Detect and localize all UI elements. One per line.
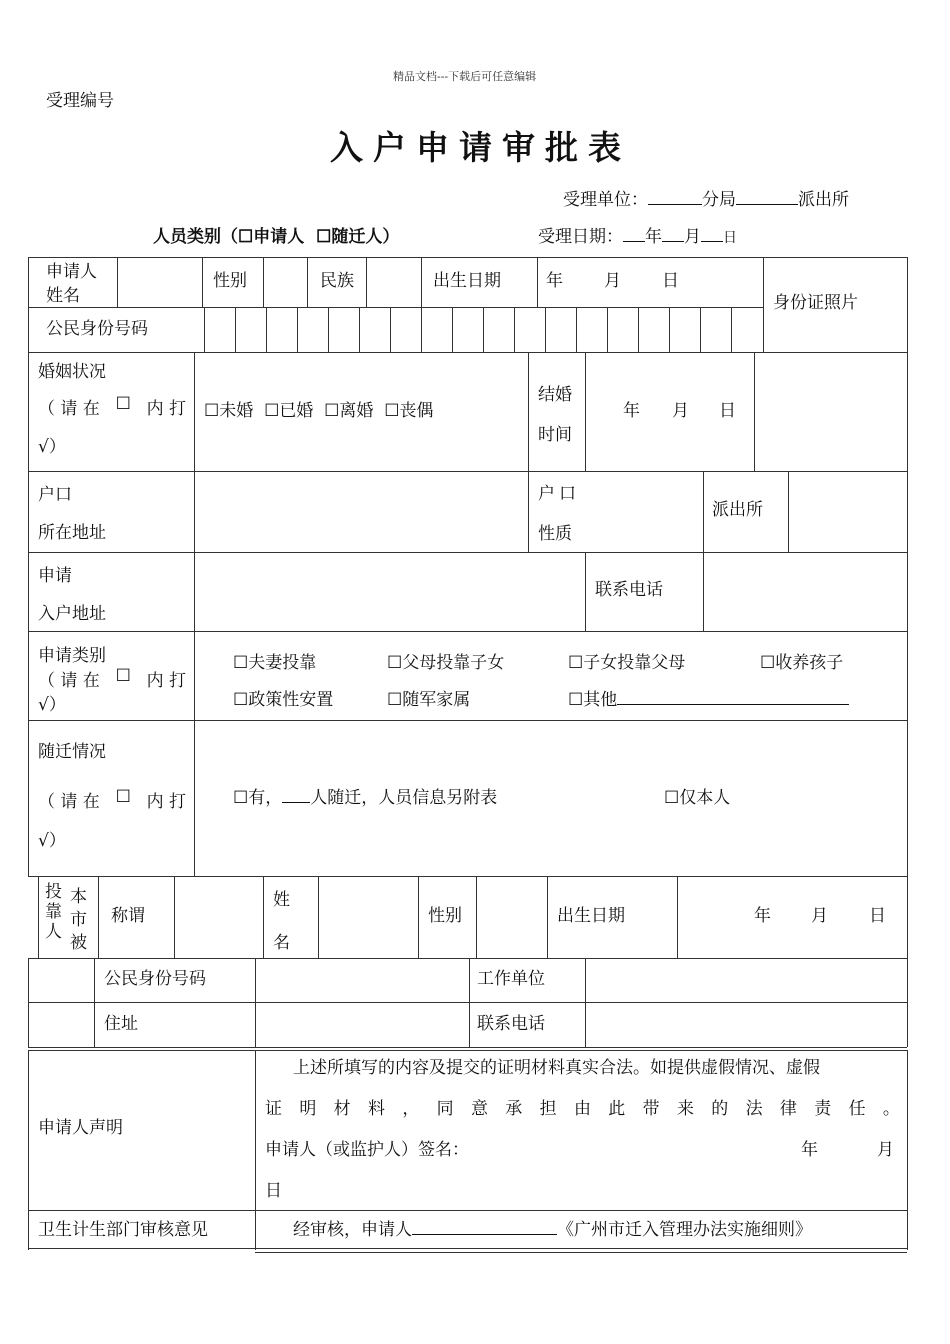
checkbox-hint-end: √）: [38, 437, 66, 457]
declaration-day: 日: [265, 1181, 282, 1201]
birth-day: 日: [662, 271, 679, 291]
other-blank[interactable]: [617, 689, 849, 705]
id-photo-label: 身份证照片: [773, 293, 858, 313]
sponsor-birth-year: 年: [754, 906, 771, 926]
option-parents: ☐父母投靠子女: [387, 653, 505, 673]
option-policy: ☐政策性安置: [233, 690, 334, 710]
checkbox[interactable]: ☐: [664, 788, 680, 808]
checkbox[interactable]: ☐: [387, 690, 403, 710]
marriage-year: 年: [623, 401, 640, 421]
applicant-name-label: 申请人 姓名: [46, 262, 97, 306]
branch-blank[interactable]: [648, 189, 702, 205]
contact-phone-label: 联系电话: [595, 580, 663, 600]
checkbox-hint: （ 请 在 ☐ 内 打: [38, 394, 186, 419]
checkbox[interactable]: ☐: [324, 401, 340, 421]
apply-type-label: 申请类别: [38, 646, 106, 666]
sponsor-birth-day: 日: [869, 906, 886, 926]
health-review-text: 经审核，申请人 《广州市迁入管理办法实施细则》: [293, 1220, 812, 1240]
birth-month: 月: [604, 271, 621, 291]
checkbox-hint: （ 请 在 ☐ 内 打: [38, 787, 186, 812]
checkbox[interactable]: ☐: [568, 653, 584, 673]
checkbox[interactable]: ☐: [264, 401, 280, 421]
declaration-label: 申请人声明: [38, 1118, 123, 1138]
page-title: 入户申请审批表: [330, 128, 631, 167]
health-review-label: 卫生计生部门审核意见: [38, 1220, 208, 1240]
declaration-line2: 证 明 材 料 ， 同 意 承 担 由 此 带 来 的 法 律 责 任 。: [265, 1099, 900, 1119]
acceptance-number-label: 受理编号: [46, 91, 114, 111]
accompany-option-with: ☐有， 人随迁，人员信息另附表: [233, 788, 498, 808]
checkbox[interactable]: ☐: [233, 690, 249, 710]
day-blank[interactable]: [701, 226, 723, 242]
checkbox[interactable]: ☐: [204, 401, 220, 421]
applicant-blank[interactable]: [412, 1219, 557, 1235]
declaration-line1: 上述所填写的内容及提交的证明材料真实合法。如提供虚假情况、虚假: [293, 1058, 820, 1078]
option-spouse: ☐夫妻投靠: [233, 653, 317, 673]
sponsor-address-label: 住址: [104, 1014, 138, 1034]
option-military: ☐随军家属: [387, 690, 471, 710]
signature-label: 申请人（或监护人）签名：: [265, 1140, 469, 1160]
acceptance-unit: 受理单位： 分局 派出所: [563, 190, 849, 210]
work-unit-label: 工作单位: [477, 969, 545, 989]
id-number-label: 公民身份号码: [46, 319, 148, 339]
declaration-year: 年: [801, 1140, 818, 1160]
birth-year: 年: [546, 271, 563, 291]
accompany-option-self: ☐仅本人: [664, 788, 731, 808]
accompany-label: 随迁情况: [38, 742, 106, 762]
checkbox-hint: （ 请 在 ☐ 内 打: [38, 666, 186, 691]
sponsor-id-label: 公民身份号码: [104, 969, 206, 989]
acceptance-date: 受理日期： 年 月 日: [538, 227, 737, 247]
month-blank[interactable]: [662, 226, 684, 242]
top-note: 精品文档---下载后可任意编辑: [393, 70, 537, 83]
checkbox[interactable]: ☐: [568, 690, 584, 710]
option-other: ☐其他: [568, 685, 849, 710]
checkbox[interactable]: ☐: [316, 227, 332, 247]
option-children: ☐子女投靠父母: [568, 653, 686, 673]
gender-label: 性别: [213, 271, 247, 291]
sponsor-birth-month: 月: [811, 906, 828, 926]
checkbox[interactable]: ☐: [233, 788, 249, 808]
hukou-address-label: 户口 所在地址: [38, 485, 106, 543]
sponsor-birth-label: 出生日期: [557, 906, 625, 926]
declaration-month: 月: [877, 1140, 894, 1160]
sponsor-phone-label: 联系电话: [477, 1014, 545, 1034]
ethnicity-label: 民族: [320, 271, 354, 291]
relation-label: 称谓: [111, 906, 145, 926]
sponsor-name-label: 姓 名: [273, 890, 290, 953]
year-blank[interactable]: [623, 226, 645, 242]
marriage-label: 婚姻状况: [38, 362, 106, 382]
marriage-options: ☐未婚 ☐已婚 ☐离婚 ☐丧偶: [204, 401, 434, 421]
checkbox[interactable]: ☐: [233, 653, 249, 673]
sponsor-label-col1: 投靠人: [45, 882, 62, 942]
station-blank[interactable]: [736, 189, 798, 205]
marriage-time-label: 结婚 时间: [538, 385, 572, 445]
marriage-month: 月: [672, 401, 689, 421]
sponsor-gender-label: 性别: [428, 906, 462, 926]
checkbox[interactable]: ☐: [387, 653, 403, 673]
apply-address-label: 申请 入户地址: [38, 566, 106, 624]
birth-date-label: 出生日期: [433, 271, 501, 291]
sponsor-label-col2: 本市被: [70, 887, 87, 953]
checkbox-hint-end: √）: [38, 695, 66, 715]
police-station-label: 派出所: [712, 500, 763, 520]
checkbox[interactable]: ☐: [760, 653, 776, 673]
checkbox-hint-end: √）: [38, 831, 66, 851]
hukou-nature-label: 户口 性质: [538, 484, 580, 544]
checkbox[interactable]: ☐: [238, 227, 254, 247]
accompany-count-blank[interactable]: [282, 787, 310, 803]
marriage-day: 日: [719, 401, 736, 421]
option-adoption: ☐收养孩子: [760, 653, 844, 673]
person-category: 人员类别（☐申请人 ☐随迁人）: [153, 227, 400, 247]
checkbox[interactable]: ☐: [384, 401, 400, 421]
